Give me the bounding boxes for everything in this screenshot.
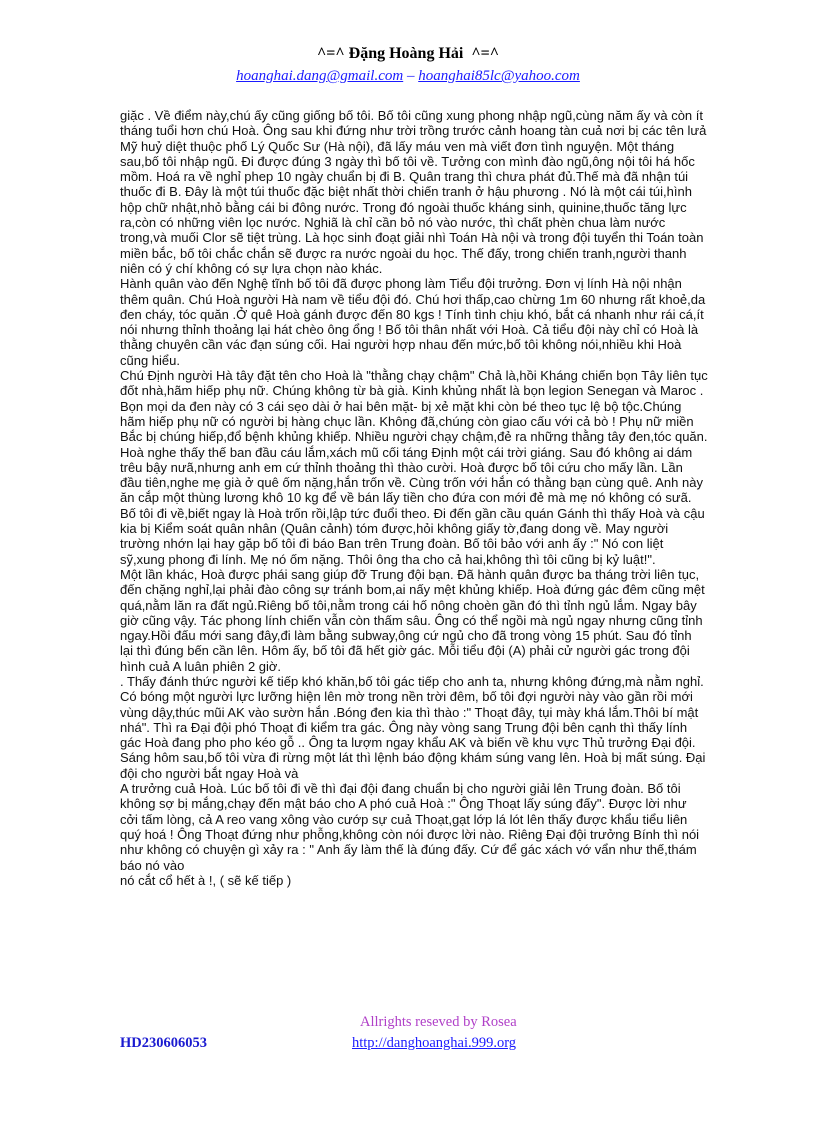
paragraph: . Thấy đánh thức người kế tiếp khó khăn,bố tôi gác tiếp cho anh ta, nhưng không đứng,mà nằm nghỉ. Có bóng một người lực lưỡng hiện lên mờ trong nền trời đêm, bố tôi đợi người này vào gần rồi mới vùng dậy,thúc mũi AK vào sườn hắn .Bóng đen kia thì thào :" Thoạt đây, tụi mày khá lắm.Thôi bí mật nhá". Thì ra Đại đội phó Thoạt đi kiểm tra gác. Ông này vòng sang Trung đội bên cạnh thì thấy lính gác Hoà đang pho pho kéo gỗ .. Ông ta lượm ngay khẩu AK và biến về khu vực Thủ trưởng Đại đội. Sáng hôm sau,bố tôi vừa đi rừng một lát thì lệnh báo động khám súng vang lên. Hoà bị mất súng. Đại đội cho người bắt ngay Hoà và [120, 673, 706, 781]
paragraph: giặc . Về điểm này,chú ấy cũng giống bố tôi. Bố tôi cũng xung phong nhập ngũ,cùng năm ấy và còn ít tháng tuổi hơn chú Hoà. Ông sau khi đứng như trời trồng trước cảnh hoang tàn cuả nơi bị các tên lưả Mỹ huỷ diệt thuộc phố Lý Quốc Sư (Hà nội), đã lấy máu ven mà viết đơn tình nguyện. Một tháng sau,bố tôi nhập ngũ. Đi được đúng 3 ngày thì bố tôi về. Tưởng con mình đào ngũ,ông nội tôi há hốc mồm. Hoá ra về nghỉ phep 10 ngày chuẩn bị đi B. Quân trang thì chưa phát đủ.Thế mà đã nhận túi thuốc đi B. Đây là một túi thuốc đặc biệt nhất thời chiến tranh ở hậu phương . Nó là một cái túi,hình hộp chữ nhật,nhỏ bằng cái bi đông nước. Trong đó ngoài thuốc kháng sinh, quinine,thuốc tăng lực ra,còn có những viên lọc nước. Nghiã là chỉ cần bỏ nó vào nước, thì chất phèn chua làm nước trong,và muối Clor sẽ tiệt trùng. Là học sinh đoạt giải nhì Toán Hà nội và trong đội tuyển thi Toán toàn miền bắc, bố tôi chắc chắn sẽ được ra nước ngoài du học. Thế đấy, trong chiến tranh,người thanh niên có ý chí không có sự lựa chọn nào khác. [120, 108, 707, 276]
paragraph: Hoà nghe thấy thế ban đầu cáu lắm,xách mũ cối táng Định một cái trời giáng. Sau đó không ai dám trêu bậy nưã,nhưng anh em cứ thỉnh thoảng thì thào cười. Hoà được bố tôi cứu cho mấy lần. Lần đầu tiên,nghe mẹ già ở quê ốm nặng,hắn trốn về. Cùng trốn với hắn có thằng bạn cùng quê. Anh này ăn cắp một thùng lương khô 10 kg để về bán lấy tiền cho đứa con mới đẻ mà mẹ nó không có sưã. Bố tôi đi về,biết ngay là Hoà trốn rồi,lập tức đuổi theo. Đi đến gần cầu quán Gánh thì thấy Hoà và cậu kia bị Kiểm soát quân nhân (Quân cảnh) tóm được,hỏi không giấy tờ,đang dong về. May người trường nhớn lại hay gặp bố tôi đi báo Ban trên Trung đoàn. Bố tôi bảo với anh ấy :" Nó con liệt sỹ,xung phong đi lính. Mẹ nó ốm nặng. Thôi ông tha cho cả hai,không thì tôi cũng bị kỷ luật!". [120, 444, 705, 567]
paragraph: A trưởng cuả Hoà. Lúc bố tôi đi về thì đại đội đang chuẩn bị cho người giải lên Trung đoàn. Bố tôi không sợ bị mắng,chạy đến mật báo cho A phó cuả Hoà :" Ông Thoạt lấy súng đấy". Được lời như cởi tấm lòng, cả A reo vang xông vào cướp sự cuả Thoạt,gạt lớp lá lót lên thấy được khẩu tiểu liên quý hoá ! Ông Thoạt đứng như phỗng,không còn nói được lời nào. Riêng Đại đội trưởng Bính thì nói như không có chuyện gì xảy ra : " Anh ấy làm thế là đúng đấy. Cứ để gác xách vớ vẩn như thế,thám báo nó vào [120, 781, 700, 873]
website-link[interactable]: http://danghoanghai.999.org [352, 1035, 517, 1051]
paragraph: Chú Định người Hà tây đặt tên cho Hoà là "thằng chạy chậm" Chả là,hồi Kháng chiến bọn Tây liên tục đốt nhà,hãm hiếp phụ nữ. Chúng không từ bà già. Kinh khủng nhất là bọn legion Senegan và Maroc . Bọn mọi da đen này có 3 cái sẹo dài ở hai bên mặt- bị xẻ mặt khi còn bé theo tục lệ bộ tộc.Chúng hãm hiếp phụ nữ có người bị hàng chục lần. Không đã,chúng còn giao cấu với cả bò ! Phụ nữ miền Bắc bị chúng hiếp,đổ bệnh khủng khiếp. Nhiều người chạy chậm,đẻ ra những thằng tây đen,tóc quăn. [120, 368, 708, 445]
page-header [0, 44, 816, 86]
paragraph: Một lần khác, Hoà được phái sang giúp đỡ Trung đội bạn. Đã hành quân được ba tháng trời liên tục, đến chặng nghỉ,lại phải đào công sự tránh bom,ai nấy mệt khủng khiếp. Hoà đứng gác đêm cũng mệt quá,nằm lăn ra đất ngủ.Riêng bố tôi,nằm trong cái hố nông choèn gần đó thì tỉnh ngủ lắm. Ngay bây giờ cũng vậy. Tác phong lính chiến vẫn còn thấm sâu. Ông có thể ngồi mà ngủ ngay nhưng cũng tỉnh ngay.Hồi đấu mới sang đây,đi làm bằng subway,ông cứ ngủ cho đã trong vòng 15 phút. Sau đó tỉnh lại thì đúng bến cần lên. Hôm ấy, bố tôi đã hết giờ gác. Mỗi tiểu đội (A) phải cử người gác trong đội hình cuả A luân phiên 2 giờ. [120, 566, 705, 674]
author-title: ^=^ Đặng Hoàng Hải ^=^ [316, 45, 500, 62]
email-link-gmail[interactable]: hoanghai.dang@gmail.com [236, 68, 404, 84]
document-code: HD230606053 [120, 1035, 207, 1051]
contact-line [0, 66, 816, 86]
email-link-yahoo[interactable]: hoanghai85lc@yahoo.com [418, 68, 580, 84]
email-separator: – [403, 68, 419, 84]
copyright-notice: Allrights reseved by Rosea [360, 1014, 517, 1030]
paragraph: nó cắt cổ hết à !, ( sẽ kế tiếp ) [120, 872, 292, 888]
story-body [120, 108, 708, 888]
paragraph: Hành quân vào đến Nghệ tĩnh bố tôi đã được phong làm Tiểu đội trưởng. Đơn vị lính Hà nội nhận thêm quân. Chú Hoà người Hà nam về tiểu đội đó. Chú hơi thấp,cao chừng 1m 60 nhưng rất khoẻ,da đen cháy, tóc quăn .Ở quê Hoà gánh được đến 80 kgs ! Tính tình chịu khó, bắt cá nhanh như rái cá,ít nói nhưng thỉnh thoảng lại hát chèo ông ổng ! Bố tôi thân nhất với Hoà. Cả tiểu đội này chỉ có Hoà là thằng chuyên cần vác đạn súng cối. Hai người hợp nhau đến mức,bố tôi không nói,nhiều khi Hoà cũng hiểu. [120, 276, 706, 368]
